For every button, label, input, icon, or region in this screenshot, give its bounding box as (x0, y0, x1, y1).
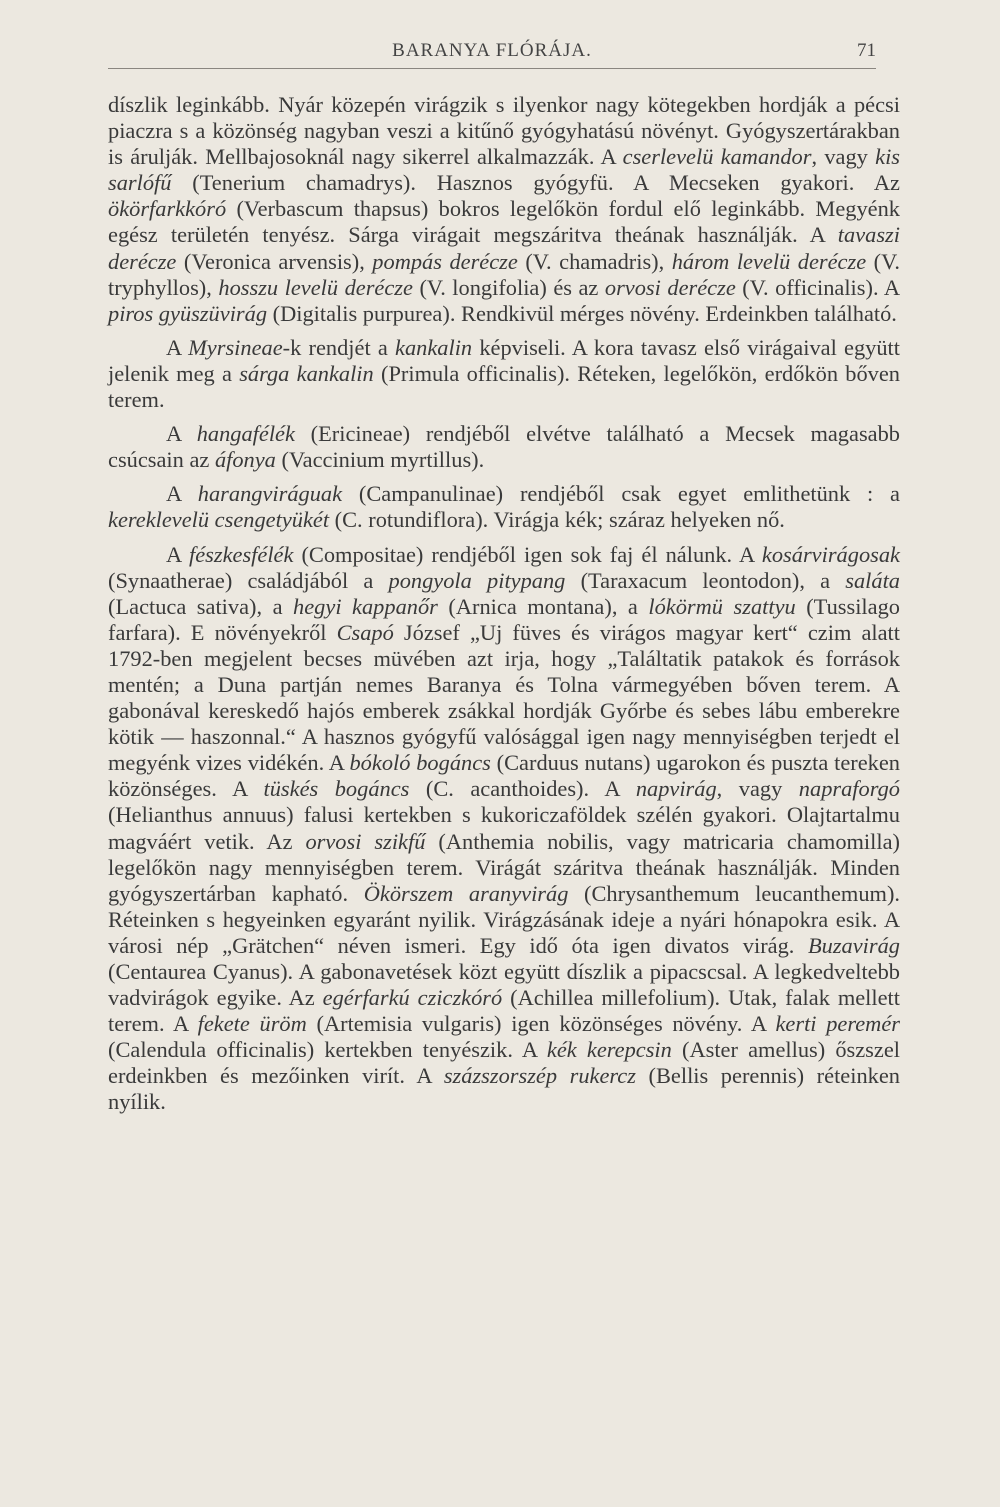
italic-term: hegyi kappanőr (293, 593, 438, 619)
text-run: A (166, 334, 189, 360)
text-run: (C. rotundiflora). Virágja kék; száraz helyeken nő. (329, 507, 785, 533)
italic-term: pongyola pitypang (388, 567, 566, 593)
text-run: (Helianthus annuus) falusi kertekben s kukoriczaföldek szélén gyakori. Olajtartalmu magváért vetik. Az (108, 802, 900, 854)
text-run: (Synaatherae) családjából a (108, 567, 389, 593)
text-run: (Anthemia nobilis, vagy matricaria chamomilla) legelőkön nagy mennyiségben terem. Virágát száritva theának használják. Minden gyógyszertárban kapható. (108, 828, 900, 906)
text-run: (Lactuca sativa), a (108, 593, 294, 619)
text-run: (Carduus nutans) ugarokon és puszta tereken közönséges. A (108, 750, 900, 802)
italic-term: lókörmü szattyu (648, 593, 796, 619)
text-run: (V. longifolia) és az (412, 274, 605, 300)
text-run: (Ericineae) rendjéből elvétve található a Mecsek magasabb csúcsain az (108, 421, 900, 473)
text-run: (Bellis perennis) réteinken nyílik. (108, 1063, 900, 1115)
text-run: A (166, 421, 197, 447)
italic-term: napvirág (635, 776, 717, 802)
running-head (108, 38, 876, 69)
body-text (108, 92, 900, 1116)
italic-term: kerti peremér (775, 1011, 900, 1037)
text-run: (Aster amellus) őszszel erdeinkben és mezőinken virít. A (108, 1037, 900, 1089)
text-run: (V. chamadris), (517, 248, 672, 274)
text-run: (Campanulinae) rendjéből csak egyet emlithetünk : a (342, 481, 900, 507)
italic-term: bókoló bogáncs (349, 750, 491, 776)
page-number: 71 (857, 40, 876, 61)
italic-term: hangafélék (196, 421, 295, 447)
paragraph (108, 481, 900, 533)
text-run: A (166, 481, 198, 507)
paragraph (108, 335, 900, 413)
paragraph (108, 542, 900, 1116)
italic-term: kereklevelü csengetyükét (108, 507, 330, 533)
text-run: (Verbascum thapsus) bokros legelőkön fordul elő leginkább. Megyénk egész területén tenyész. Sárga virágait megszáritva theának használják. A (108, 196, 900, 248)
text-run: (Tenerium chamadrys). Hasznos gyógyfü. A Mecseken gyakori. Az (171, 170, 900, 196)
text-run: (V. tryphyllos), (108, 248, 900, 300)
italic-term: orvosi szikfű (305, 828, 426, 854)
text-run: , vagy (716, 776, 799, 802)
text-run: (Tussilago farfara). E növényekről (108, 593, 900, 645)
paragraph (108, 421, 900, 473)
text-run: , vagy (811, 144, 876, 170)
text-run: (Artemisia vulgaris) igen közönséges növény. A (306, 1011, 776, 1037)
text-run: (Vaccinium myrtillus). (275, 447, 485, 473)
italic-term: Myrsineae (188, 334, 283, 360)
text-run: (Primula officinalis). Réteken, legelőkön, erdőkön bőven terem. (108, 360, 900, 413)
text-run: József „Uj füves és virágos magyar kert“ czim alatt 1792-ben megjelent becses müvében azt irja, hogy „Találtatik patakok és források mentén; a Duna partján nemes Baranya és Tolna vármegyében bőven terem. A gabonával kereskedő hajós emberek zsákkal hordják Győrbe és sebes lábu emberekre kötik — haszonnal.“ A hasznos gyógyfű valósággal igen nagy mennyiségben terjedt el megyénk vizes vidékén. A (108, 619, 900, 776)
italic-term: három levelü derécze (671, 248, 867, 274)
text-run: (V. officinalis). A (735, 274, 900, 300)
italic-term: áfonya (214, 447, 276, 473)
text-run: (C. acanthoides). A (409, 776, 636, 802)
italic-term: pompás derécze (372, 248, 518, 274)
paragraph (108, 92, 900, 327)
text-run: -k rendjét a (282, 334, 396, 360)
text-run: (Achillea millefolium). Utak, falak mellett terem. A (108, 985, 900, 1037)
italic-term: kis sarlófű (108, 144, 900, 196)
italic-term: Ökörszem aranyvirág (363, 880, 569, 906)
text-run: díszlik leginkább. Nyár közepén virágzik s ilyenkor nagy kötegekben hordják a pécsi piaczra s a közönség nagyban veszi a kitűnő gyógyhatású növényt. Gyógyszertárakban is árulják. Mellbajosoknál nagy sikerrel alkalmazzák. A (108, 92, 900, 170)
italic-term: kankalin (395, 334, 473, 360)
italic-term: saláta (845, 567, 900, 593)
text-run: (Arnica montana), a (437, 593, 649, 619)
italic-term: hosszu levelü derécze (218, 274, 413, 300)
italic-term: cserlevelü kamandor (622, 144, 812, 170)
italic-term: ökörfarkkóró (108, 196, 227, 222)
italic-term: tüskés bogáncs (263, 776, 410, 802)
text-run: (Chrysanthemum leucanthemum). Réteinken s hegyeinken egyaránt nyilik. Virágzásának ideje a nyári hónapokra esik. A városi nép „Grätchen“ néven ismeri. Egy idő óta igen divatos virág. (108, 880, 900, 958)
italic-term: fészkesfélék (188, 541, 294, 567)
text-run: (Centaurea Cyanus). A gabonavetések közt együtt díszlik a pipacscsal. A legkedveltebb vadvirágok egyike. Az (108, 959, 900, 1011)
italic-term: tavaszi derécze (108, 222, 900, 274)
text-run: (Veronica arvensis), (176, 248, 373, 274)
italic-term: sárga kankalin (239, 360, 374, 386)
text-run: (Digitalis purpurea). Rendkivül mérges növény. Erdeinkben található. (267, 300, 897, 326)
text-run: (Calendula officinalis) kertekben tenyészik. A (108, 1037, 547, 1063)
italic-term: Csapó (336, 619, 394, 645)
text-run: (Compositae) rendjéből igen sok faj él nálunk. A (293, 541, 762, 567)
italic-term: napraforgó (798, 776, 900, 802)
text-run: képviseli. A kora tavasz első virágaival együtt jelenik meg a (108, 334, 900, 386)
italic-term: Buzavirág (807, 932, 900, 958)
italic-term: százszorszép rukercz (443, 1063, 636, 1089)
italic-term: harangviráguak (197, 481, 343, 507)
italic-term: egérfarkú cziczkóró (322, 985, 503, 1011)
italic-term: piros gyüszüvirág (108, 300, 268, 326)
italic-term: kosárvirágosak (761, 541, 900, 567)
italic-term: orvosi derécze (604, 274, 736, 300)
italic-term: fekete üröm (197, 1011, 307, 1037)
text-run: A (166, 541, 189, 567)
italic-term: kék kerepcsin (546, 1037, 672, 1063)
running-title: BARANYA FLÓRÁJA. (392, 40, 592, 61)
text-run: (Taraxacum leontodon), a (565, 567, 846, 593)
